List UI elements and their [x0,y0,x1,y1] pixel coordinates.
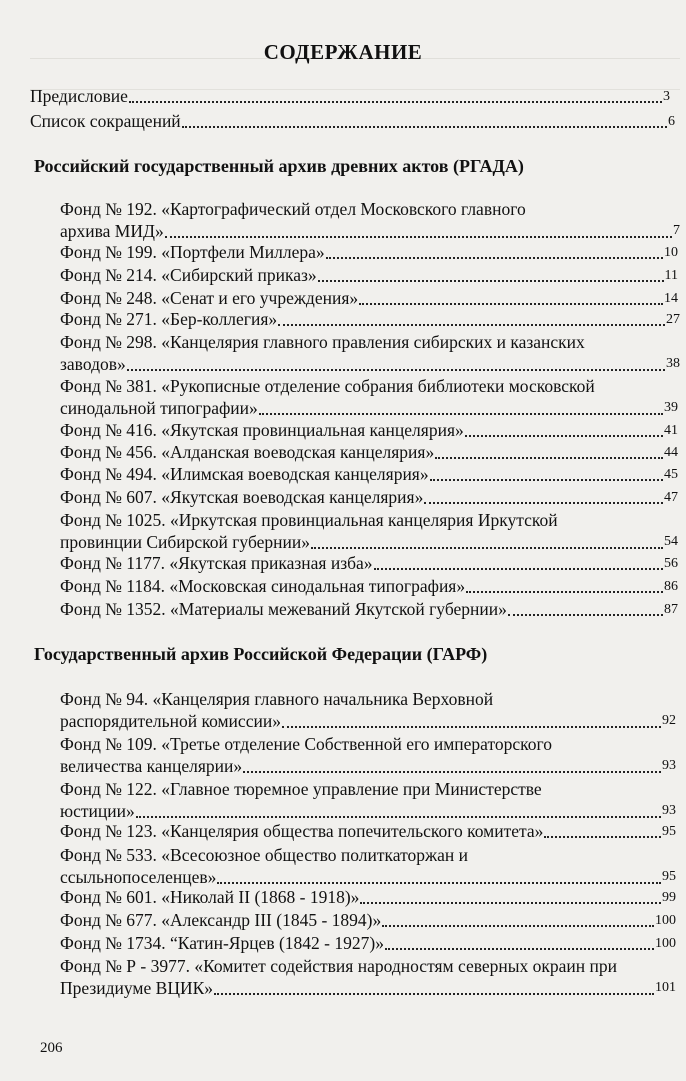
toc-entry [60,910,676,931]
entry-page: 101 [655,980,676,995]
toc-entry [60,509,678,553]
toc-entry [60,288,678,309]
entry-page: 93 [662,803,676,818]
toc-entry [60,821,676,842]
entry-page: 44 [664,445,678,460]
toc-entry-abbreviations [30,111,675,132]
leader-dots [217,881,661,884]
toc-entry [60,553,678,574]
leader-dots [466,590,663,593]
leader-dots [382,924,654,927]
leader-dots [430,478,663,481]
entry-text: Фонд № 601. «Николай II (1868 - 1918)» [60,887,360,907]
toc-entry-preface [30,86,670,107]
entry-line2: синодальной типографии» [60,398,258,418]
entry-text: Фонд № 1184. «Московская синодальная типография» [60,576,466,596]
leader-dots [360,901,661,904]
leader-dots [508,613,663,616]
leader-dots [214,992,654,995]
entry-text: Фонд № 1177. «Якутская приказная изба» [60,553,373,573]
leader-dots [282,725,661,728]
entry-line1: Фонд № Р - 3977. «Комитет содействия народностям северных окраин при [60,956,618,976]
entry-line1: Фонд № 298. «Канцелярия главного правления сибирских и казанских [60,332,585,352]
leader-dots [374,567,663,570]
entry-page: 7 [673,223,680,238]
leader-dots [129,100,662,103]
entry-text: Фонд № 1734. “Катин-Ярцев (1842 - 1927)» [60,933,384,953]
toc-entry [60,933,676,954]
entry-page: 6 [668,114,675,129]
leader-dots [311,546,663,549]
entry-page: 86 [664,579,678,594]
toc-entry [60,442,678,463]
entry-page: 56 [664,556,678,571]
toc-entry [60,955,676,999]
entry-page: 41 [664,423,678,438]
toc-entry [60,242,678,263]
entry-text: Фонд № 214. «Сибирский приказ» [60,265,317,285]
toc-entry [60,331,680,375]
entry-line2: Президиуме ВЦИК» [60,978,214,998]
leader-dots [259,412,663,415]
entry-line2: распорядительной комиссии» [60,711,281,731]
entry-page: 95 [662,869,676,884]
entry-page: 100 [655,936,676,951]
leader-dots [544,835,661,838]
entry-text: Фонд № 199. «Портфели Миллера» [60,242,325,262]
leader-dots [165,235,672,238]
entry-line1: Фонд № 1025. «Иркутская провинциальная канцелярия Иркутской [60,510,558,530]
entry-line2: ссыльнопоселенцев» [60,867,217,887]
entry-line2: архива МИД» [60,221,164,241]
leader-dots [243,770,661,773]
entry-line1: Фонд № 94. «Канцелярия главного начальника Верховной [60,689,494,709]
leader-dots [182,125,667,128]
entry-text: Фонд № 456. «Алданская воеводская канцелярия» [60,442,435,462]
entry-text: Фонд № 607. «Якутская воеводская канцелярия» [60,487,424,507]
toc-entry [60,309,680,330]
toc-entry [60,576,678,597]
entry-page: 93 [662,758,676,773]
toc-entry [60,265,678,286]
entry-page: 99 [662,890,676,905]
entry-page: 92 [662,713,676,728]
entry-line2: величества канцелярии» [60,756,243,776]
leader-dots [136,815,661,818]
leader-dots [385,947,654,950]
entry-page: 27 [666,312,680,327]
leader-dots [127,368,665,371]
section-heading-garf: Государственный архив Российской Федерации (ГАРФ) [34,644,488,664]
leader-dots [318,279,664,282]
toc-entry [60,599,678,620]
leader-dots [326,256,663,259]
entry-line1: Фонд № 381. «Рукописные отделение собрания библиотеки московской [60,376,595,396]
toc-entry [60,375,678,419]
entry-page: 95 [662,824,676,839]
toc-entry [60,420,678,441]
entry-text: Фонд № 271. «Бер-коллегия» [60,309,278,329]
entry-line1: Фонд № 192. «Картографический отдел Московского главного [60,199,526,219]
entry-line1: Фонд № 533. «Всесоюзное общество политкаторжан и [60,845,468,865]
entry-text: Фонд № 1352. «Материалы межеваний Якутской губернии» [60,599,507,619]
entry-line1: Фонд № 109. «Третье отделение Собственной его императорского [60,734,553,754]
entry-page: 87 [664,602,678,617]
entry-line2: юстиции» [60,801,135,821]
entry-page: 3 [663,89,670,104]
toc-entry [60,464,678,485]
leader-dots [359,302,663,305]
page-number: 206 [40,1040,63,1056]
leader-dots [424,501,663,504]
section-heading-rgada: Российский государственный архив древних актов (РГАДА) [34,156,524,176]
toc-entry [60,733,676,777]
entry-text: Фонд № 248. «Сенат и его учреждения» [60,288,359,308]
toc-entry [60,844,676,888]
page-title: СОДЕРЖАНИЕ [263,40,423,64]
entry-text: Предисловие [30,86,128,106]
toc-entry [60,887,676,908]
entry-page: 10 [664,245,678,260]
entry-page: 54 [664,534,678,549]
leader-dots [435,456,663,459]
leader-dots [465,434,663,437]
entry-page: 47 [664,490,678,505]
entry-page: 39 [664,400,678,415]
entry-page: 45 [664,467,678,482]
entry-line1: Фонд № 122. «Главное тюремное управление при Министерстве [60,779,542,799]
entry-page: 100 [655,913,676,928]
entry-text: Фонд № 677. «Александр III (1845 - 1894)» [60,910,382,930]
toc-entry [60,487,678,508]
entry-text: Список сокращений [30,111,181,131]
entry-page: 11 [664,268,678,283]
entry-page: 38 [666,356,680,371]
leader-dots [278,323,665,326]
toc-entry [60,198,680,242]
entry-page: 14 [664,291,678,306]
entry-line2: заводов» [60,354,126,374]
toc-entry [60,688,676,732]
toc-entry [60,778,676,822]
entry-text: Фонд № 494. «Илимская воеводская канцелярия» [60,464,429,484]
entry-line2: провинции Сибирской губернии» [60,532,310,552]
entry-text: Фонд № 416. «Якутская провинциальная канцелярия» [60,420,464,440]
entry-text: Фонд № 123. «Канцелярия общества попечительского комитета» [60,821,544,841]
